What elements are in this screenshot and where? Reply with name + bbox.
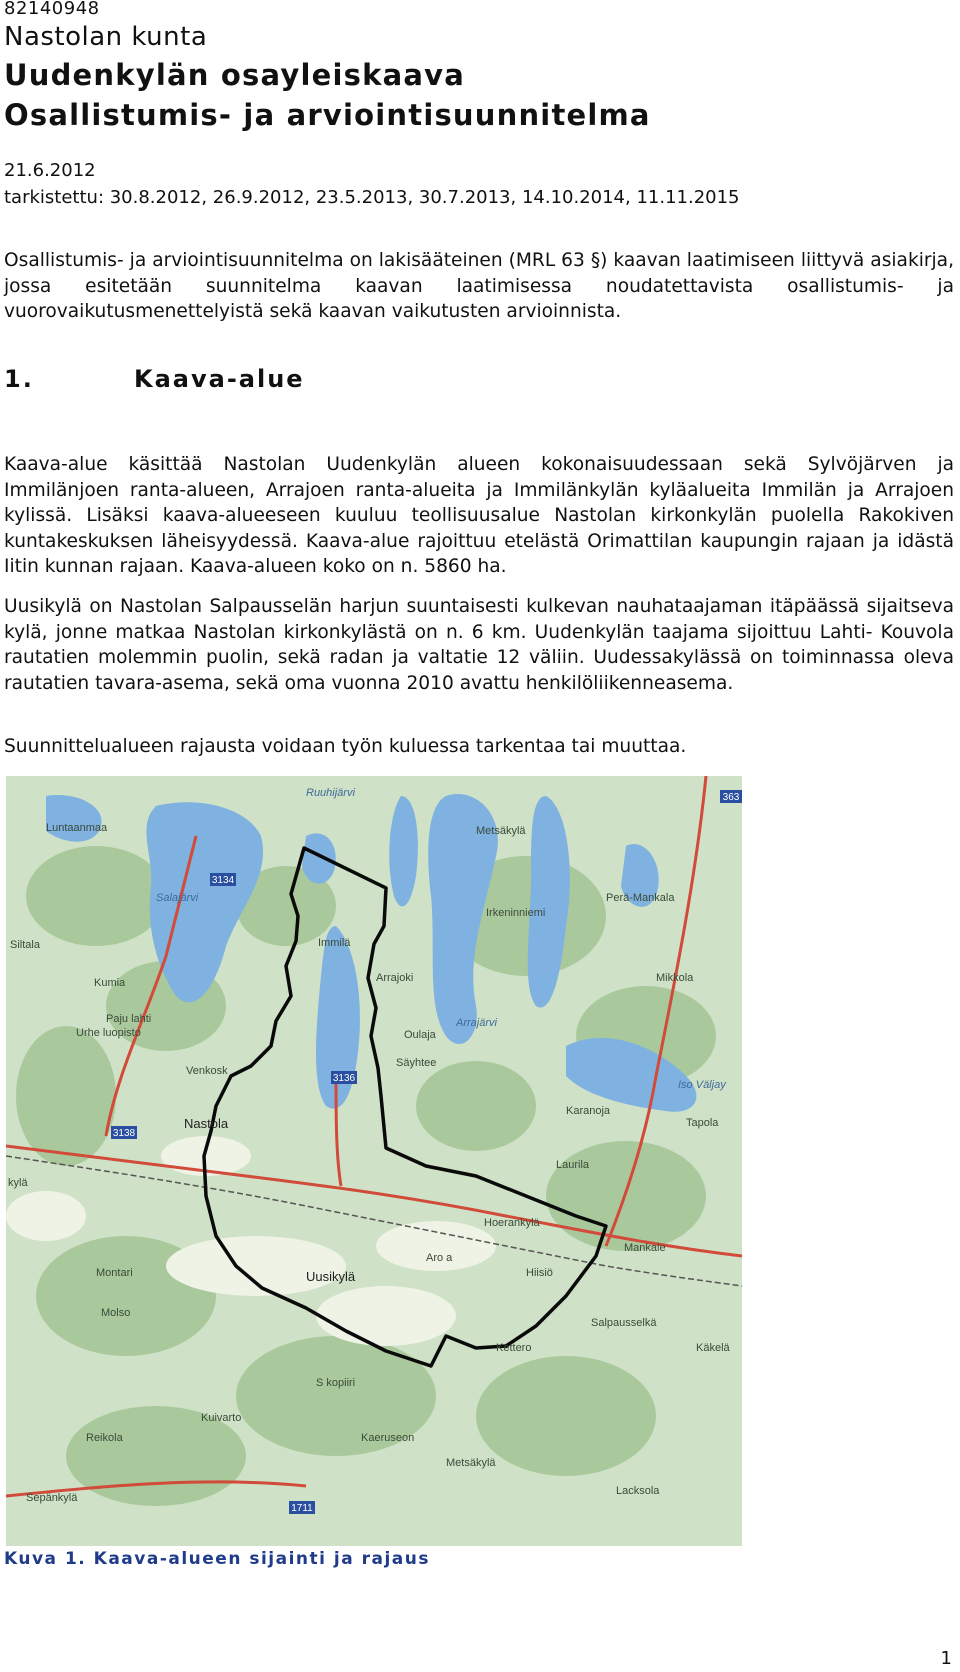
section-heading [4,365,305,393]
map-label-reikola: Reikola [86,1432,123,1444]
map-label-kaeruseon: Kaeruseon [361,1432,415,1444]
section-number: 1. [4,365,34,393]
document-date: 21.6.2012 [4,160,96,181]
map-label-pera-mankala: Perä-Mankala [606,892,675,904]
location-map [6,776,742,1546]
map-label-mikkola: Mikkola [656,972,694,984]
map-label-kettero: Kettero [496,1342,532,1354]
revision-dates: tarkistettu: 30.8.2012, 26.9.2012, 23.5.2013, 30.7.2013, 14.10.2014, 11.11.2015 [4,187,740,208]
map-label-pajulahti: Paju lahti [106,1013,152,1025]
road-number-3136: 3136 [332,1073,356,1084]
document-subtitle: Osallistumis- ja arviointisuunnitelma [4,98,651,132]
map-label-metsakyla-south: Metsäkylä [446,1457,496,1469]
map-label-molso: Molso [101,1307,131,1319]
map-label-oulaja: Oulaja [404,1029,436,1041]
road-number-363: 363 [722,792,740,803]
map-label-karanoja: Karanoja [566,1105,611,1117]
map-label-kuivarto: Kuivarto [201,1412,242,1424]
map-label-kyla: kylä [8,1177,28,1189]
map-label-kumia: Kumia [94,977,126,989]
map-label-aroa: Aro a [426,1252,453,1264]
map-label-ruuhijarvi: Ruuhijärvi [306,787,355,799]
road-number-3134: 3134 [211,875,235,886]
map-label-irkeninniemi: Irkeninniemi [486,907,546,919]
map-label-venkosk: Venkosk [186,1065,228,1077]
map-label-immila: Immilä [318,937,351,949]
map-label-urheiluopisto: Urhe luopisto [76,1027,141,1039]
map-label-iso-valjay: Iso Väljay [678,1079,726,1091]
road-number-3138: 3138 [112,1128,136,1139]
section-paragraph-3: Suunnittelualueen rajausta voidaan työn kuluessa tarkentaa tai muuttaa. [4,736,687,757]
map-label-sepankyla: Sepänkylä [26,1492,78,1504]
map-label-salajarvi: Salajärvi [156,892,199,904]
map-label-hoerankyla: Hoerankylä [484,1217,540,1229]
map-label-tapola: Tapola [686,1117,719,1129]
map-label-luntaanmaa: Luntaanmaa [46,822,108,834]
map-label-hiisio: Hiisiö [526,1267,553,1279]
map-label-arrajoki: Arrajoki [376,972,414,984]
map-label-arrajarvi: Arrajärvi [456,1017,497,1029]
section-title: Kaava-alue [134,365,305,393]
document-id: 82140948 [4,0,100,19]
map-label-sayhtee: Säyhtee [396,1057,437,1069]
map-label-skopiiri: S kopiiri [316,1377,356,1389]
section-paragraph-2: Uusikylä on Nastolan Salpausselän harjun suuntaisesti kulkevan nauhataajaman itäpäässä sijaitseva kylä, jonne matkaa Nastolan kirkonkylästä on n. 6 km. Uudenkylän taajama sijoittuu Lahti- Kouvola rautatien molemmin puolin, sekä radan ja valtatie 12 väliin. Uudessakylässä on toiminnassa oleva rautatien tavara-asema, sekä oma vuonna 2010 avattu henkilöliikenneasema. [4,596,954,694]
figure-caption: Kuva 1. Kaava-alueen sijainti ja rajaus [4,1549,431,1569]
municipality-name: Nastolan kunta [4,22,208,52]
map-label-metsakyla-north: Metsäkylä [476,825,526,837]
map-label-laurila: Laurila [556,1159,590,1171]
map-label-mankale: Mankale [624,1242,666,1254]
map-label-siltala: Siltala [10,939,40,951]
map-label-uusikyla: Uusikylä [306,1269,356,1284]
document-title: Uudenkylän osayleiskaava [4,58,465,92]
map-label-nastola: Nastola [184,1116,229,1131]
map-label-salpausselka: Salpausselkä [591,1317,657,1329]
map-label-laksola: Lacksola [616,1485,660,1497]
section-paragraph-1: Kaava-alue käsittää Nastolan Uudenkylän alueen kokonaisuudessaan sekä Sylvöjärven ja Immilänjoen ranta-alueen, Arrajoen ranta-alueita ja Immilänkylän kyläalueita Immilän ja Arrajoen kylissä. Lisäksi kaava-alueeseen kuuluu teollisuusalue Nastolan kirkonkylän puolella Rakokiven kuntakeskuksen läheisyydessä. Kaava-alue rajoittuu etelästä Orimattilan kaupungin rajaan ja idästä Iitin kunnan rajaan. Kaava-alueen koko on n. 5860 ha. [4,454,954,577]
map-label-montari: Montari [96,1267,133,1279]
road-number-1711: 1711 [291,1503,313,1514]
page-number: 1 [940,1648,952,1669]
map-label-kakela: Käkelä [696,1342,730,1354]
intro-paragraph: Osallistumis- ja arviointisuunnitelma on lakisääteinen (MRL 63 §) kaavan laatimiseen liittyvä asiakirja, jossa esitetään suunnitelma kaavan laatimisessa noudatettavista osallistumis- ja vuorovaikutusmenettelyistä sekä kaavan vaikutusten arvioinnista. [4,250,954,322]
